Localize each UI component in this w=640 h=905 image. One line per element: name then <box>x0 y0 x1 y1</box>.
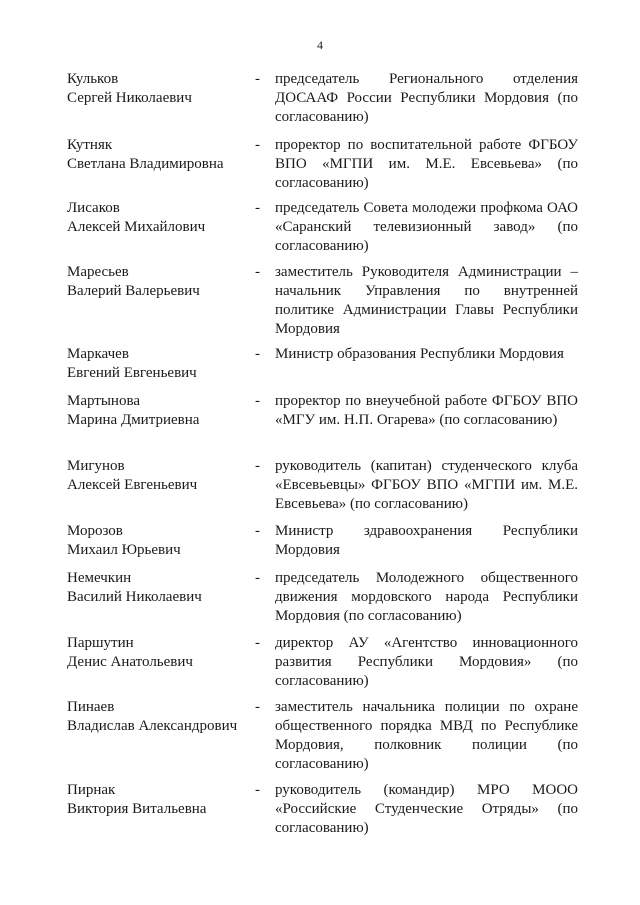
member-given-name: Евгений Евгеньевич <box>67 365 197 381</box>
member-surname: Немечкин <box>67 570 132 586</box>
member-name <box>67 70 252 108</box>
member-given-name: Сергей Николаевич <box>67 90 192 106</box>
member-given-name: Светлана Владимировна <box>67 156 224 172</box>
member-role: заместитель начальника полиции по охране общественного порядка МВД по Республике Мордовия, полковник полиции (по согласованию) <box>275 699 578 772</box>
member-name <box>67 569 252 607</box>
member-surname: Мартынова <box>67 393 141 409</box>
member-name <box>67 781 252 819</box>
member-given-name: Владислав Александрович <box>67 718 238 734</box>
member-given-name: Алексей Евгеньевич <box>67 477 198 493</box>
member-name <box>67 199 252 237</box>
dash-separator: - <box>255 346 260 362</box>
member-role: Министр образования Республики Мордовия <box>275 346 564 362</box>
member-surname: Пирнак <box>67 782 116 798</box>
member-given-name: Денис Анатольевич <box>67 654 193 670</box>
member-role: председатель Регионального отделения ДОСААФ России Республики Мордовия (по согласованию) <box>275 71 578 125</box>
dash-separator: - <box>255 458 260 474</box>
member-role: руководитель (командир) МРО МООО «Российские Студенческие Отряды» (по согласованию) <box>275 782 578 836</box>
member-given-name: Василий Николаевич <box>67 589 202 605</box>
member-role: председатель Совета молодежи профкома ОАО «Саранский телевизионный завод» (по согласованию) <box>275 200 578 254</box>
member-name <box>67 136 252 174</box>
member-role: руководитель (капитан) студенческого клуба «Евсевьевцы» ФГБОУ ВПО «МГПИ им. М.Е. Евсевьева» (по согласованию) <box>275 458 578 512</box>
dash-separator: - <box>255 393 260 409</box>
member-surname: Мигунов <box>67 458 125 474</box>
member-role: председатель Молодежного общественного движения мордовского народа Республики Мордовия (по согласованию) <box>275 570 578 624</box>
member-name <box>67 392 252 430</box>
member-name <box>67 634 252 672</box>
dash-separator: - <box>255 200 260 216</box>
member-surname: Паршутин <box>67 635 134 651</box>
member-name <box>67 345 252 383</box>
member-surname: Кутняк <box>67 137 113 153</box>
member-role: проректор по воспитательной работе ФГБОУ ВПО «МГПИ им. М.Е. Евсевьева» (по согласованию) <box>275 137 578 191</box>
member-name <box>67 263 252 301</box>
member-name <box>67 457 252 495</box>
dash-separator: - <box>255 699 260 715</box>
member-name <box>67 522 252 560</box>
member-name <box>67 698 252 736</box>
member-role: директор АУ «Агентство инновационного развития Республики Мордовия» (по согласованию) <box>275 635 578 689</box>
member-given-name: Виктория Витальевна <box>67 801 207 817</box>
member-surname: Морозов <box>67 523 123 539</box>
dash-separator: - <box>255 71 260 87</box>
member-role: заместитель Руководителя Администрации – начальник Управления по внутренней политике Администрации Главы Республики Мордовия <box>275 264 578 337</box>
dash-separator: - <box>255 782 260 798</box>
member-role: проректор по внеучебной работе ФГБОУ ВПО «МГУ им. Н.П. Огарева» (по согласованию) <box>275 393 578 428</box>
member-role: Министр здравоохранения Республики Мордовия <box>275 523 578 558</box>
dash-separator: - <box>255 570 260 586</box>
member-given-name: Марина Дмитриевна <box>67 412 200 428</box>
dash-separator: - <box>255 635 260 651</box>
page-number: 4 <box>317 38 323 52</box>
dash-separator: - <box>255 523 260 539</box>
member-given-name: Михаил Юрьевич <box>67 542 181 558</box>
member-surname: Маркачев <box>67 346 129 362</box>
dash-separator: - <box>255 137 260 153</box>
member-given-name: Валерий Валерьевич <box>67 283 200 299</box>
member-surname: Пинаев <box>67 699 115 715</box>
dash-separator: - <box>255 264 260 280</box>
member-surname: Кульков <box>67 71 119 87</box>
member-given-name: Алексей Михайлович <box>67 219 206 235</box>
member-surname: Лисаков <box>67 200 120 216</box>
member-surname: Маресьев <box>67 264 129 280</box>
